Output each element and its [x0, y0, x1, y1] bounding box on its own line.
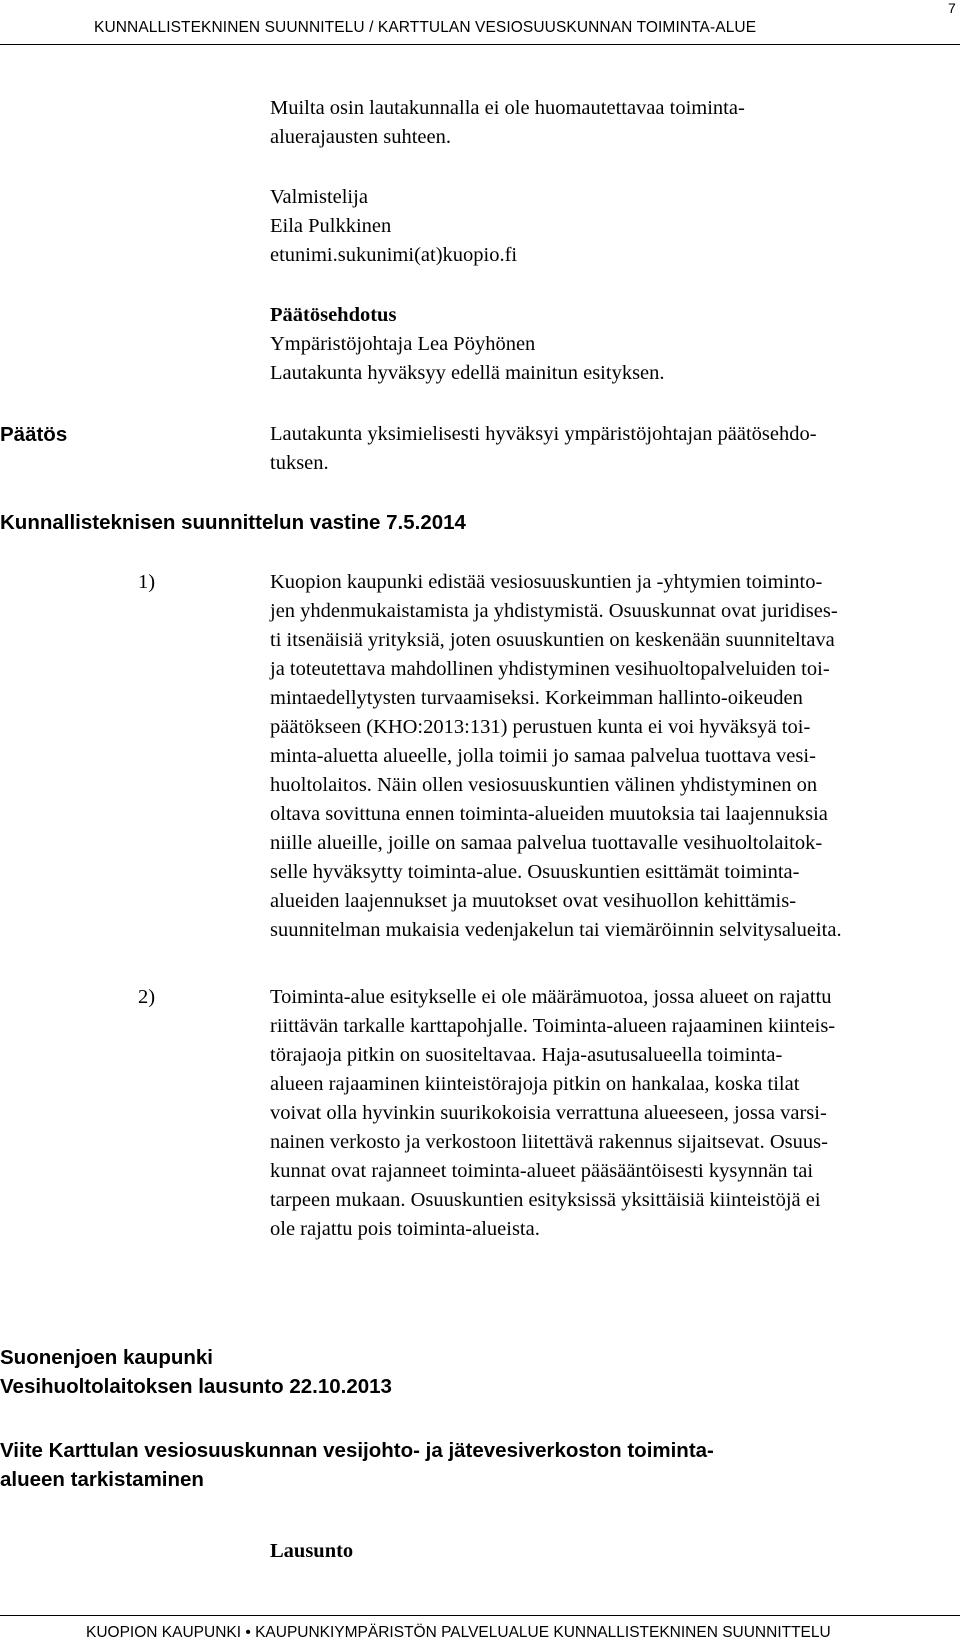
proposal-heading: Päätösehdotus: [270, 304, 397, 326]
decision-line: Lautakunta yksimielisesti hyväksyi ympäristöjohtajan päätösehdo-: [270, 423, 817, 445]
item-line: Kuopion kaupunki edistää vesiosuuskuntien ja -yhtymien toiminto-: [270, 571, 823, 593]
section-org: Suonenjoen kaupunki: [0, 1346, 213, 1369]
item-line: huoltolaitos. Näin ollen vesiosuuskuntien välinen yhdistyminen on: [270, 774, 818, 796]
item-number: 1): [138, 571, 156, 593]
intro-line: aluerajausten suhteen.: [270, 126, 452, 148]
section-reference: alueen tarkistaminen: [0, 1468, 204, 1491]
proposal-line: Ympäristöjohtaja Lea Pöyhönen: [270, 333, 536, 355]
item-line: mintaedellytysten turvaamiseksi. Korkeimman hallinto-oikeuden: [270, 687, 803, 709]
section-reference: Viite Karttulan vesiosuuskunnan vesijohto- ja jätevesiverkoston toiminta-: [0, 1439, 714, 1462]
item-line: nainen verkosto ja verkostoon liitettävä rakennus sijaitsevat. Osuus-: [270, 1131, 828, 1153]
decision-label: Päätös: [0, 423, 68, 446]
item-line: ti itsenäisiä yrityksiä, joten osuuskuntien on keskenään suunniteltava: [270, 629, 835, 651]
item-line: törajaoja pitkin on suositeltavaa. Haja-asutusalueella toiminta-: [270, 1044, 783, 1066]
lausunto-heading: Lausunto: [270, 1540, 354, 1562]
response-heading: Kunnallisteknisen suunnittelun vastine 7.5.2014: [0, 511, 466, 534]
item-line: voivat olla hyvinkin suurikokoisia verrattuna alueeseen, jossa varsi-: [270, 1102, 827, 1124]
page-number: 7: [948, 0, 956, 16]
preparer-role: Valmistelija: [270, 186, 368, 208]
proposal-line: Lautakunta hyväksyy edellä mainitun esityksen.: [270, 362, 665, 384]
item-line: niille alueille, joille on samaa palvelua tuottavalle vesihuoltolaitok-: [270, 832, 823, 854]
item-number: 2): [138, 986, 156, 1008]
item-line: minta-aluetta alueelle, jolla toimii jo samaa palvelua tuottava vesi-: [270, 745, 816, 767]
header-divider: [0, 44, 960, 45]
item-line: suunnitelman mukaisia vedenjakelun tai viemäröinnin selvitysalueita.: [270, 919, 842, 941]
item-line: oltava sovittuna ennen toiminta-alueiden muutoksia tai laajennuksia: [270, 803, 828, 825]
item-line: Toiminta-alue esitykselle ei ole määrämuotoa, jossa alueet on rajattu: [270, 986, 832, 1008]
preparer-email: etunimi.sukunimi(at)kuopio.fi: [270, 244, 518, 266]
section-statement: Vesihuoltolaitoksen lausunto 22.10.2013: [0, 1375, 392, 1398]
footer-text: KUOPION KAUPUNKI • KAUPUNKIYMPÄRISTÖN PALVELUALUE KUNNALLISTEKNINEN SUUNNITTELU: [86, 1624, 831, 1641]
item-line: ole rajattu pois toiminta-alueista.: [270, 1218, 540, 1240]
item-line: alueen rajaaminen kiinteistörajoja pitkin on hankalaa, koska tilat: [270, 1073, 800, 1095]
decision-line: tuksen.: [270, 452, 329, 474]
footer-divider: [0, 1615, 960, 1616]
item-line: ja toteutettava mahdollinen yhdistyminen vesihuoltopalveluiden toi-: [270, 658, 830, 680]
item-line: tarpeen mukaan. Osuuskuntien esityksissä yksittäisiä kiinteistöjä ei: [270, 1189, 821, 1211]
item-line: riittävän tarkalle karttapohjalle. Toiminta-alueen rajaaminen kiinteis-: [270, 1015, 836, 1037]
item-line: kunnat ovat rajanneet toiminta-alueet pääsääntöisesti kysynnän tai: [270, 1160, 814, 1182]
intro-line: Muilta osin lautakunnalla ei ole huomautettavaa toiminta-: [270, 97, 745, 119]
item-line: päätökseen (KHO:2013:131) perustuen kunta ei voi hyväksyä toi-: [270, 716, 811, 738]
preparer-name: Eila Pulkkinen: [270, 215, 392, 237]
header-title: KUNNALLISTEKNINEN SUUNNITELU / KARTTULAN VESIOSUUSKUNNAN TOIMINTA-ALUE: [94, 19, 757, 36]
item-line: selle hyväksytty toiminta-alue. Osuuskuntien esittämät toiminta-: [270, 861, 800, 883]
item-line: alueiden laajennukset ja muutokset ovat vesihuollon kehittämis-: [270, 890, 797, 912]
item-line: jen yhdenmukaistamista ja yhdistymistä. Osuuskunnat ovat juridises-: [270, 600, 838, 622]
